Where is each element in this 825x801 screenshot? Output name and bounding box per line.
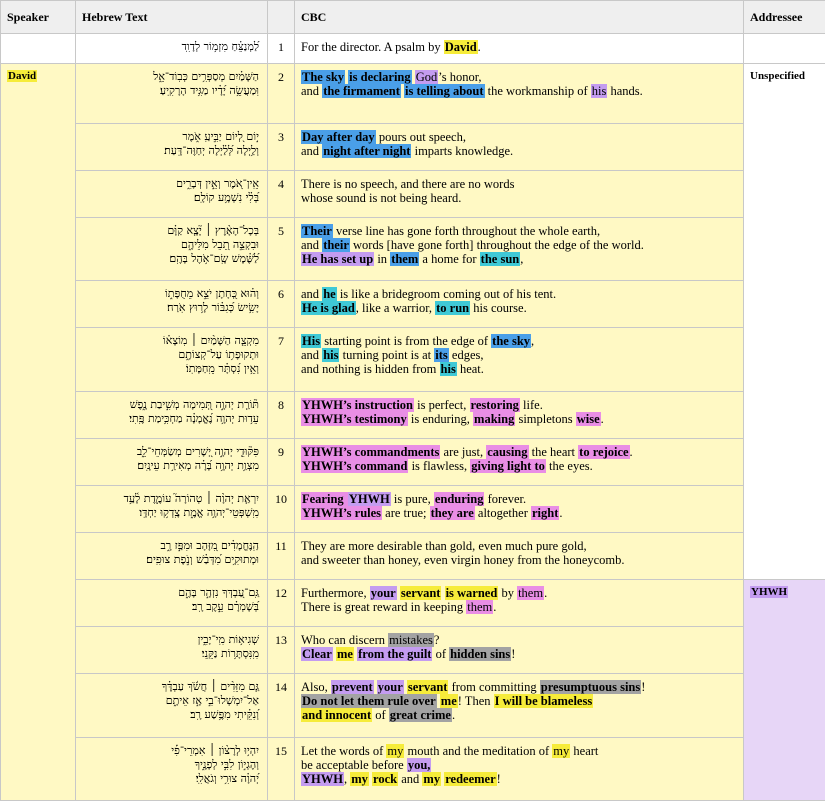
- highlighted-phrase: YHWH: [301, 772, 344, 786]
- hebrew-line: גַּ֤ם מִזֵּדִ֨ים ׀ חֲשֹׂ֬ךְ עַבְדֶּ֗ךָ: [82, 680, 259, 694]
- highlighted-phrase: causing: [486, 445, 528, 459]
- text-segment: whose sound is not being heard.: [301, 191, 461, 205]
- speaker-cell-empty: [1, 34, 76, 64]
- text-segment: is flawless,: [408, 459, 470, 473]
- hebrew-cell: [76, 392, 268, 439]
- text-segment: verse line has gone forth throughout the whole earth,: [333, 224, 600, 238]
- verse-number: 14: [268, 674, 295, 738]
- hebrew-line: וּמְתוּקִ֥ים מִ֝דְּבַ֗שׁ וְנֹ֣פֶת צוּפִֽים׃: [82, 553, 259, 567]
- translation-cell: [295, 486, 744, 533]
- highlighted-phrase: their: [322, 238, 350, 252]
- highlighted-phrase: they are: [430, 506, 475, 520]
- translation-line: [301, 70, 737, 84]
- translation-line: [301, 301, 737, 315]
- highlighted-phrase: its: [434, 348, 449, 362]
- header-num: [268, 1, 295, 34]
- text-segment: in: [374, 252, 390, 266]
- translation-line: [301, 680, 737, 694]
- hebrew-line: וּבִקְצֵ֣ה תֵ֭בֵל מִלֵּיהֶ֑ם: [82, 238, 259, 252]
- highlighted-phrase: His: [301, 334, 321, 348]
- text-segment: words [have gone forth] throughout the edge of the world.: [350, 238, 644, 252]
- translation-line: [301, 506, 737, 520]
- highlighted-phrase: them: [390, 252, 419, 266]
- translation-line: [301, 287, 737, 301]
- hebrew-cell: [76, 486, 268, 533]
- text-segment: from committing: [448, 680, 539, 694]
- text-segment: simpletons: [515, 412, 575, 426]
- hebrew-line: אַל־יִמְשְׁלוּ־בִ֣י אָ֣ז אֵיתָ֑ם: [82, 694, 259, 708]
- hebrew-line: יִהְי֥וּ לְרָצ֨וֹן ׀ אִמְרֵי־פִ֡י: [82, 744, 259, 758]
- highlighted-phrase: my: [422, 772, 441, 786]
- hebrew-cell: [76, 218, 268, 281]
- verse-number: 13: [268, 627, 295, 674]
- highlighted-phrase: David: [444, 40, 478, 54]
- hebrew-line: בְּ֝שָׁמְרָ֗ם עֵ֣קֶב רָֽב׃: [82, 600, 259, 614]
- highlighted-phrase: presumptuous sins: [540, 680, 641, 694]
- text-segment: turning point is at: [339, 348, 434, 362]
- table-row: [1, 392, 825, 439]
- speaker-cell: [1, 64, 76, 801]
- text-segment: are true;: [382, 506, 430, 520]
- highlighted-phrase: your: [377, 680, 404, 694]
- highlighted-phrase: me: [336, 647, 354, 661]
- header-addressee: Addressee: [744, 1, 825, 34]
- highlighted-phrase: rock: [372, 772, 398, 786]
- text-segment: .: [452, 708, 455, 722]
- highlighted-phrase: wise: [576, 412, 601, 426]
- highlighted-phrase: the firmament: [322, 84, 401, 98]
- hebrew-line: י֣וֹם לְ֭יוֹם יַבִּ֣יעַֽ אֹ֑מֶר: [82, 130, 259, 144]
- translation-cell: [295, 281, 744, 328]
- highlighted-phrase: enduring: [434, 492, 485, 506]
- hebrew-line: וּתְקוּפָת֥וֹ עַל־קְצוֹתָ֑ם: [82, 348, 259, 362]
- text-segment: .: [478, 40, 481, 54]
- translation-line: [301, 84, 737, 98]
- translation-line: [301, 224, 737, 238]
- highlighted-phrase: YHWH’s command: [301, 459, 408, 473]
- text-segment: and: [301, 84, 322, 98]
- text-segment: For the director. A psalm by: [301, 40, 444, 54]
- highlighted-phrase: He has set up: [301, 252, 374, 266]
- hebrew-cell: [76, 580, 268, 627]
- highlighted-phrase: and innocent: [301, 708, 372, 722]
- translation-line: [301, 492, 737, 506]
- text-segment: of: [372, 708, 389, 722]
- highlighted-phrase: I will be blameless: [494, 694, 594, 708]
- hebrew-line: עֵד֥וּת יְהוָ֥ה נֶ֝אֱמָנָ֗ה מַחְכִּ֥ימַת פֶּֽתִי׃: [82, 412, 259, 426]
- highlighted-phrase: YHWH’s commandments: [301, 445, 440, 459]
- translation-line: [301, 553, 737, 567]
- translation-line: [301, 772, 737, 786]
- highlighted-phrase: Do not let them rule over: [301, 694, 437, 708]
- text-segment: mouth and the meditation of: [404, 744, 552, 758]
- translation-cell: [295, 738, 744, 801]
- header-row: [1, 1, 825, 34]
- hebrew-cell: [76, 674, 268, 738]
- text-segment: and: [301, 348, 322, 362]
- hebrew-line: הַֽנֶּחֱמָדִ֗ים מִ֭זָּהָב וּמִפַּ֣ז רָ֑ב: [82, 539, 259, 553]
- highlighted-phrase: his: [440, 362, 457, 376]
- highlighted-phrase: you,: [407, 758, 432, 772]
- text-segment: .: [601, 412, 604, 426]
- table-row: [1, 439, 825, 486]
- highlighted-phrase: He is glad: [301, 301, 356, 315]
- text-segment: and: [301, 238, 322, 252]
- text-segment: heat.: [457, 362, 484, 376]
- text-segment: There is great reward in keeping: [301, 600, 466, 614]
- hebrew-line: וּֽמַעֲשֵׂ֥ה יָ֝דָ֗יו מַגִּ֥יד הָרָקִֽיעַ׃: [82, 84, 259, 98]
- translation-line: [301, 600, 737, 614]
- hebrew-cell: [76, 533, 268, 580]
- hebrew-line: מִֽשְׁפְּטֵי־יְהוָ֥ה אֱמֶ֑ת צָֽדְק֥וּ יַחְדָּֽו׃: [82, 506, 259, 520]
- table-row: [1, 580, 825, 627]
- hebrew-cell: [76, 328, 268, 392]
- highlighted-phrase: right: [531, 506, 559, 520]
- highlighted-phrase: the sun: [480, 252, 521, 266]
- translation-line: [301, 362, 737, 376]
- translation-line: [301, 40, 737, 54]
- table-row: [1, 674, 825, 738]
- translation-line: [301, 191, 737, 205]
- table-row: [1, 533, 825, 580]
- translation-line: [301, 633, 737, 647]
- highlighted-phrase: servant: [407, 680, 449, 694]
- text-segment: ?: [434, 633, 440, 647]
- highlighted-phrase: them: [517, 586, 544, 600]
- highlighted-phrase: Clear: [301, 647, 333, 661]
- highlighted-phrase: Day after day: [301, 130, 376, 144]
- hebrew-cell: [76, 64, 268, 124]
- translation-line: [301, 252, 737, 266]
- translation-line: [301, 744, 737, 758]
- highlighted-phrase: my: [386, 744, 404, 758]
- text-segment: and: [398, 772, 422, 786]
- hebrew-line: מִצְוַ֥ת יְהוָ֥ה בָּ֝רָ֗ה מְאִירַ֥ת עֵינָֽיִם׃: [82, 459, 259, 473]
- addressee-cell-yhwh: [744, 580, 825, 801]
- hebrew-line: וְ֝נִקֵּ֗יתִי מִפֶּ֥שַׁע רָֽב׃: [82, 708, 259, 722]
- highlighted-phrase: Their: [301, 224, 333, 238]
- table-row: [1, 171, 825, 218]
- hebrew-line: אֵֽין־אֹ֭מֶר וְאֵ֣ין דְּבָרִ֑ים: [82, 177, 259, 191]
- hebrew-line: בְּ֝לִ֗י נִשְׁמָ֥ע קוֹלָֽם׃: [82, 191, 259, 205]
- translation-cell: [295, 328, 744, 392]
- translation-cell: [295, 171, 744, 218]
- text-segment: ,: [520, 252, 523, 266]
- highlighted-phrase: to rejoice: [578, 445, 629, 459]
- highlighted-phrase: YHWH’s testimony: [301, 412, 408, 426]
- hebrew-line: בְּכָל־הָאָ֨רֶץ ׀ יָ֘צָ֤א קַוָּ֗ם: [82, 224, 259, 238]
- addressee-cell-empty: [744, 34, 825, 64]
- highlighted-phrase: his: [591, 84, 608, 98]
- text-segment: of: [432, 647, 449, 661]
- table-row: [1, 328, 825, 392]
- highlighted-phrase: his: [322, 348, 339, 362]
- text-segment: the eyes.: [546, 459, 593, 473]
- table-row: [1, 34, 825, 64]
- speaker-name: David: [7, 70, 37, 82]
- verse-number: 1: [268, 34, 295, 64]
- text-segment: !: [497, 772, 501, 786]
- highlighted-phrase: them: [466, 600, 493, 614]
- highlighted-phrase: God: [415, 70, 439, 84]
- translation-cell: [295, 674, 744, 738]
- translation-line: [301, 586, 737, 600]
- text-segment: Let the words of: [301, 744, 386, 758]
- hebrew-line: וְהֶגְי֣וֹן לִבִּ֣י לְפָנֶ֑יךָ: [82, 758, 259, 772]
- hebrew-line: יָשִׂ֥ישׂ כְּ֝גִבּ֗וֹר לָר֥וּץ אֹֽרַח׃: [82, 301, 259, 315]
- translation-line: [301, 334, 737, 348]
- text-segment: is like a bridegroom coming out of his tent.: [337, 287, 556, 301]
- text-segment: ,: [344, 772, 350, 786]
- text-segment: and: [301, 144, 322, 158]
- text-segment: his course.: [470, 301, 527, 315]
- text-segment: starting point is from the edge of: [321, 334, 491, 348]
- translation-line: [301, 459, 737, 473]
- highlighted-phrase: night after night: [322, 144, 411, 158]
- table-row: [1, 218, 825, 281]
- hebrew-cell: [76, 124, 268, 171]
- text-segment: .: [544, 586, 547, 600]
- text-segment: .: [493, 600, 496, 614]
- text-segment: Furthermore,: [301, 586, 370, 600]
- text-segment: .: [630, 445, 633, 459]
- translation-cell: [295, 392, 744, 439]
- verse-number: 3: [268, 124, 295, 171]
- highlighted-phrase: Fearing: [301, 492, 348, 506]
- text-segment: !: [511, 647, 515, 661]
- highlighted-phrase: YHWH: [348, 492, 391, 506]
- text-segment: are just,: [440, 445, 486, 459]
- text-segment: , like a warrior,: [356, 301, 435, 315]
- hebrew-line: יִרְאַ֤ת יְהוָ֨ה ׀ טְהוֹרָה֮ עוֹמֶ֪דֶת לָ֫עַ֥ד: [82, 492, 259, 506]
- header-speaker: Speaker: [1, 1, 76, 34]
- hebrew-cell: [76, 281, 268, 328]
- header-cbc: CBC: [295, 1, 744, 34]
- translation-line: [301, 412, 737, 426]
- text-segment: and sweeter than honey, even virgin honey from the honeycomb.: [301, 553, 625, 567]
- highlighted-phrase: my: [552, 744, 570, 758]
- highlighted-phrase: YHWH’s instruction: [301, 398, 414, 412]
- highlighted-phrase: making: [473, 412, 515, 426]
- translation-line: [301, 539, 737, 553]
- text-segment: altogether: [475, 506, 531, 520]
- translation-line: [301, 144, 737, 158]
- hebrew-line: גַּֽם־עַ֭בְדְּךָ נִזְהָ֣ר בָּהֶ֑ם: [82, 586, 259, 600]
- hebrew-line: מִֽנִּסְתָּר֥וֹת נַקֵּֽנִי׃: [82, 647, 259, 661]
- text-segment: is perfect,: [414, 398, 470, 412]
- translation-line: [301, 130, 737, 144]
- translation-line: [301, 647, 737, 661]
- text-segment: is enduring,: [408, 412, 473, 426]
- translation-line: [301, 238, 737, 252]
- text-segment: the heart: [529, 445, 579, 459]
- verse-number: 8: [268, 392, 295, 439]
- hebrew-line: וְאֵ֥ין נִ֝סְתָּ֗ר מֵֽחַמָּתֽוֹ׃: [82, 362, 259, 376]
- highlighted-phrase: is declaring: [348, 70, 411, 84]
- translation-cell: [295, 64, 744, 124]
- text-segment: imparts knowledge.: [411, 144, 513, 158]
- table-row: [1, 64, 825, 124]
- addressee-yhwh-label: YHWH: [750, 586, 788, 598]
- verse-number: 2: [268, 64, 295, 124]
- text-segment: heart: [570, 744, 598, 758]
- hebrew-cell: [76, 627, 268, 674]
- verse-number: 12: [268, 580, 295, 627]
- hebrew-line: וְה֗וּא כְּ֭חָתָן יֹצֵ֣א מֵחֻפָּת֑וֹ: [82, 287, 259, 301]
- text-segment: be acceptable before: [301, 758, 407, 772]
- text-segment: ! Then: [458, 694, 494, 708]
- highlighted-phrase: great crime: [389, 708, 452, 722]
- highlighted-phrase: mistakes: [388, 633, 434, 647]
- text-segment: Also,: [301, 680, 331, 694]
- text-segment: pours out speech,: [376, 130, 466, 144]
- hebrew-line: מִקְצֵ֤ה הַשָּׁמַ֨יִם ׀ מֽוֹצָא֗וֹ: [82, 334, 259, 348]
- hebrew-cell: [76, 439, 268, 486]
- translation-line: [301, 177, 737, 191]
- verse-number: 7: [268, 328, 295, 392]
- text-segment: ,: [531, 334, 534, 348]
- translation-cell: [295, 439, 744, 486]
- translation-line: [301, 445, 737, 459]
- highlighted-phrase: from the guilt: [357, 647, 432, 661]
- translation-cell: [295, 218, 744, 281]
- translation-line: [301, 708, 737, 722]
- table-row: [1, 486, 825, 533]
- translation-cell: [295, 34, 744, 64]
- hebrew-line: פִּקּ֘וּדֵ֤י יְהוָ֣ה יְ֭שָׁרִים מְשַׂמְּחֵי־לֵ֑ב: [82, 445, 259, 459]
- text-segment: life.: [520, 398, 543, 412]
- verse-number: 10: [268, 486, 295, 533]
- text-segment: the workmanship of: [485, 84, 591, 98]
- text-segment: ’s honor,: [438, 70, 481, 84]
- hebrew-line: לַ֝שֶּׁ֗מֶשׁ שָֽׂם־אֹ֥הֶל בָּהֶֽם׃: [82, 252, 259, 266]
- highlighted-phrase: The sky: [301, 70, 345, 84]
- highlighted-phrase: servant: [400, 586, 442, 600]
- text-segment: and nothing is hidden from: [301, 362, 440, 376]
- highlighted-phrase: is telling about: [404, 84, 485, 98]
- hebrew-line: תּ֘וֹרַ֤ת יְהוָ֣ה תְּ֭מִימָה מְשִׁ֣יבַת נָ֑פֶשׁ: [82, 398, 259, 412]
- text-segment: is pure,: [391, 492, 434, 506]
- translation-cell: [295, 627, 744, 674]
- highlighted-phrase: YHWH’s rules: [301, 506, 382, 520]
- verse-number: 15: [268, 738, 295, 801]
- hebrew-cell: [76, 34, 268, 64]
- highlighted-phrase: restoring: [470, 398, 520, 412]
- table-row: [1, 124, 825, 171]
- text-segment: Who can discern: [301, 633, 388, 647]
- hebrew-cell: [76, 171, 268, 218]
- verse-number: 4: [268, 171, 295, 218]
- highlighted-phrase: to run: [435, 301, 470, 315]
- verse-number: 6: [268, 281, 295, 328]
- translation-cell: [295, 580, 744, 627]
- highlighted-phrase: me: [440, 694, 458, 708]
- translation-line: [301, 694, 737, 708]
- text-segment: a home for: [419, 252, 479, 266]
- hebrew-line: וְלַ֥יְלָה לְּ֝לַ֗יְלָה יְחַוֶּה־דָּֽעַת׃: [82, 144, 259, 158]
- text-segment: They are more desirable than gold, even much pure gold,: [301, 539, 587, 553]
- addressee-cell-unspecified: Unspecified: [744, 64, 825, 580]
- highlighted-phrase: hidden sins: [449, 647, 511, 661]
- text-segment: forever.: [484, 492, 526, 506]
- verse-number: 11: [268, 533, 295, 580]
- text-segment: !: [641, 680, 645, 694]
- translation-line: [301, 348, 737, 362]
- verse-number: 5: [268, 218, 295, 281]
- highlighted-phrase: he: [322, 287, 337, 301]
- translation-line: [301, 758, 737, 772]
- highlighted-phrase: redeemer: [444, 772, 496, 786]
- text-segment: and: [301, 287, 322, 301]
- highlighted-phrase: my: [350, 772, 369, 786]
- highlighted-phrase: giving light to: [470, 459, 546, 473]
- highlighted-phrase: the sky: [491, 334, 531, 348]
- text-segment: by: [498, 586, 517, 600]
- highlighted-phrase: your: [370, 586, 397, 600]
- table-row: [1, 738, 825, 801]
- translation-cell: [295, 124, 744, 171]
- header-hebrew: Hebrew Text: [76, 1, 268, 34]
- text-segment: hands.: [607, 84, 642, 98]
- text-segment: There is no speech, and there are no words: [301, 177, 514, 191]
- table-row: [1, 627, 825, 674]
- hebrew-line: הַשָּׁמַ֗יִם מְסַפְּרִ֥ים כְּבֽוֹד־אֵ֑ל: [82, 70, 259, 84]
- text-segment: .: [559, 506, 562, 520]
- table-row: [1, 281, 825, 328]
- text-segment: edges,: [449, 348, 484, 362]
- highlighted-phrase: prevent: [331, 680, 374, 694]
- hebrew-line: שְׁגִיא֥וֹת מִֽי־יָבִ֑ין: [82, 633, 259, 647]
- hebrew-cell: [76, 738, 268, 801]
- translation-line: [301, 398, 737, 412]
- verse-number: 9: [268, 439, 295, 486]
- translation-cell: [295, 533, 744, 580]
- hebrew-line: יְ֝הוָ֗ה צוּרִ֥י וְגֹאֲלִֽי׃: [82, 772, 259, 786]
- highlighted-phrase: is warned: [445, 586, 499, 600]
- table-body: [1, 34, 825, 801]
- hebrew-line: לַ֝מְנַצֵּ֗חַ מִזְמ֥וֹר לְדָוִֽד: [82, 40, 259, 54]
